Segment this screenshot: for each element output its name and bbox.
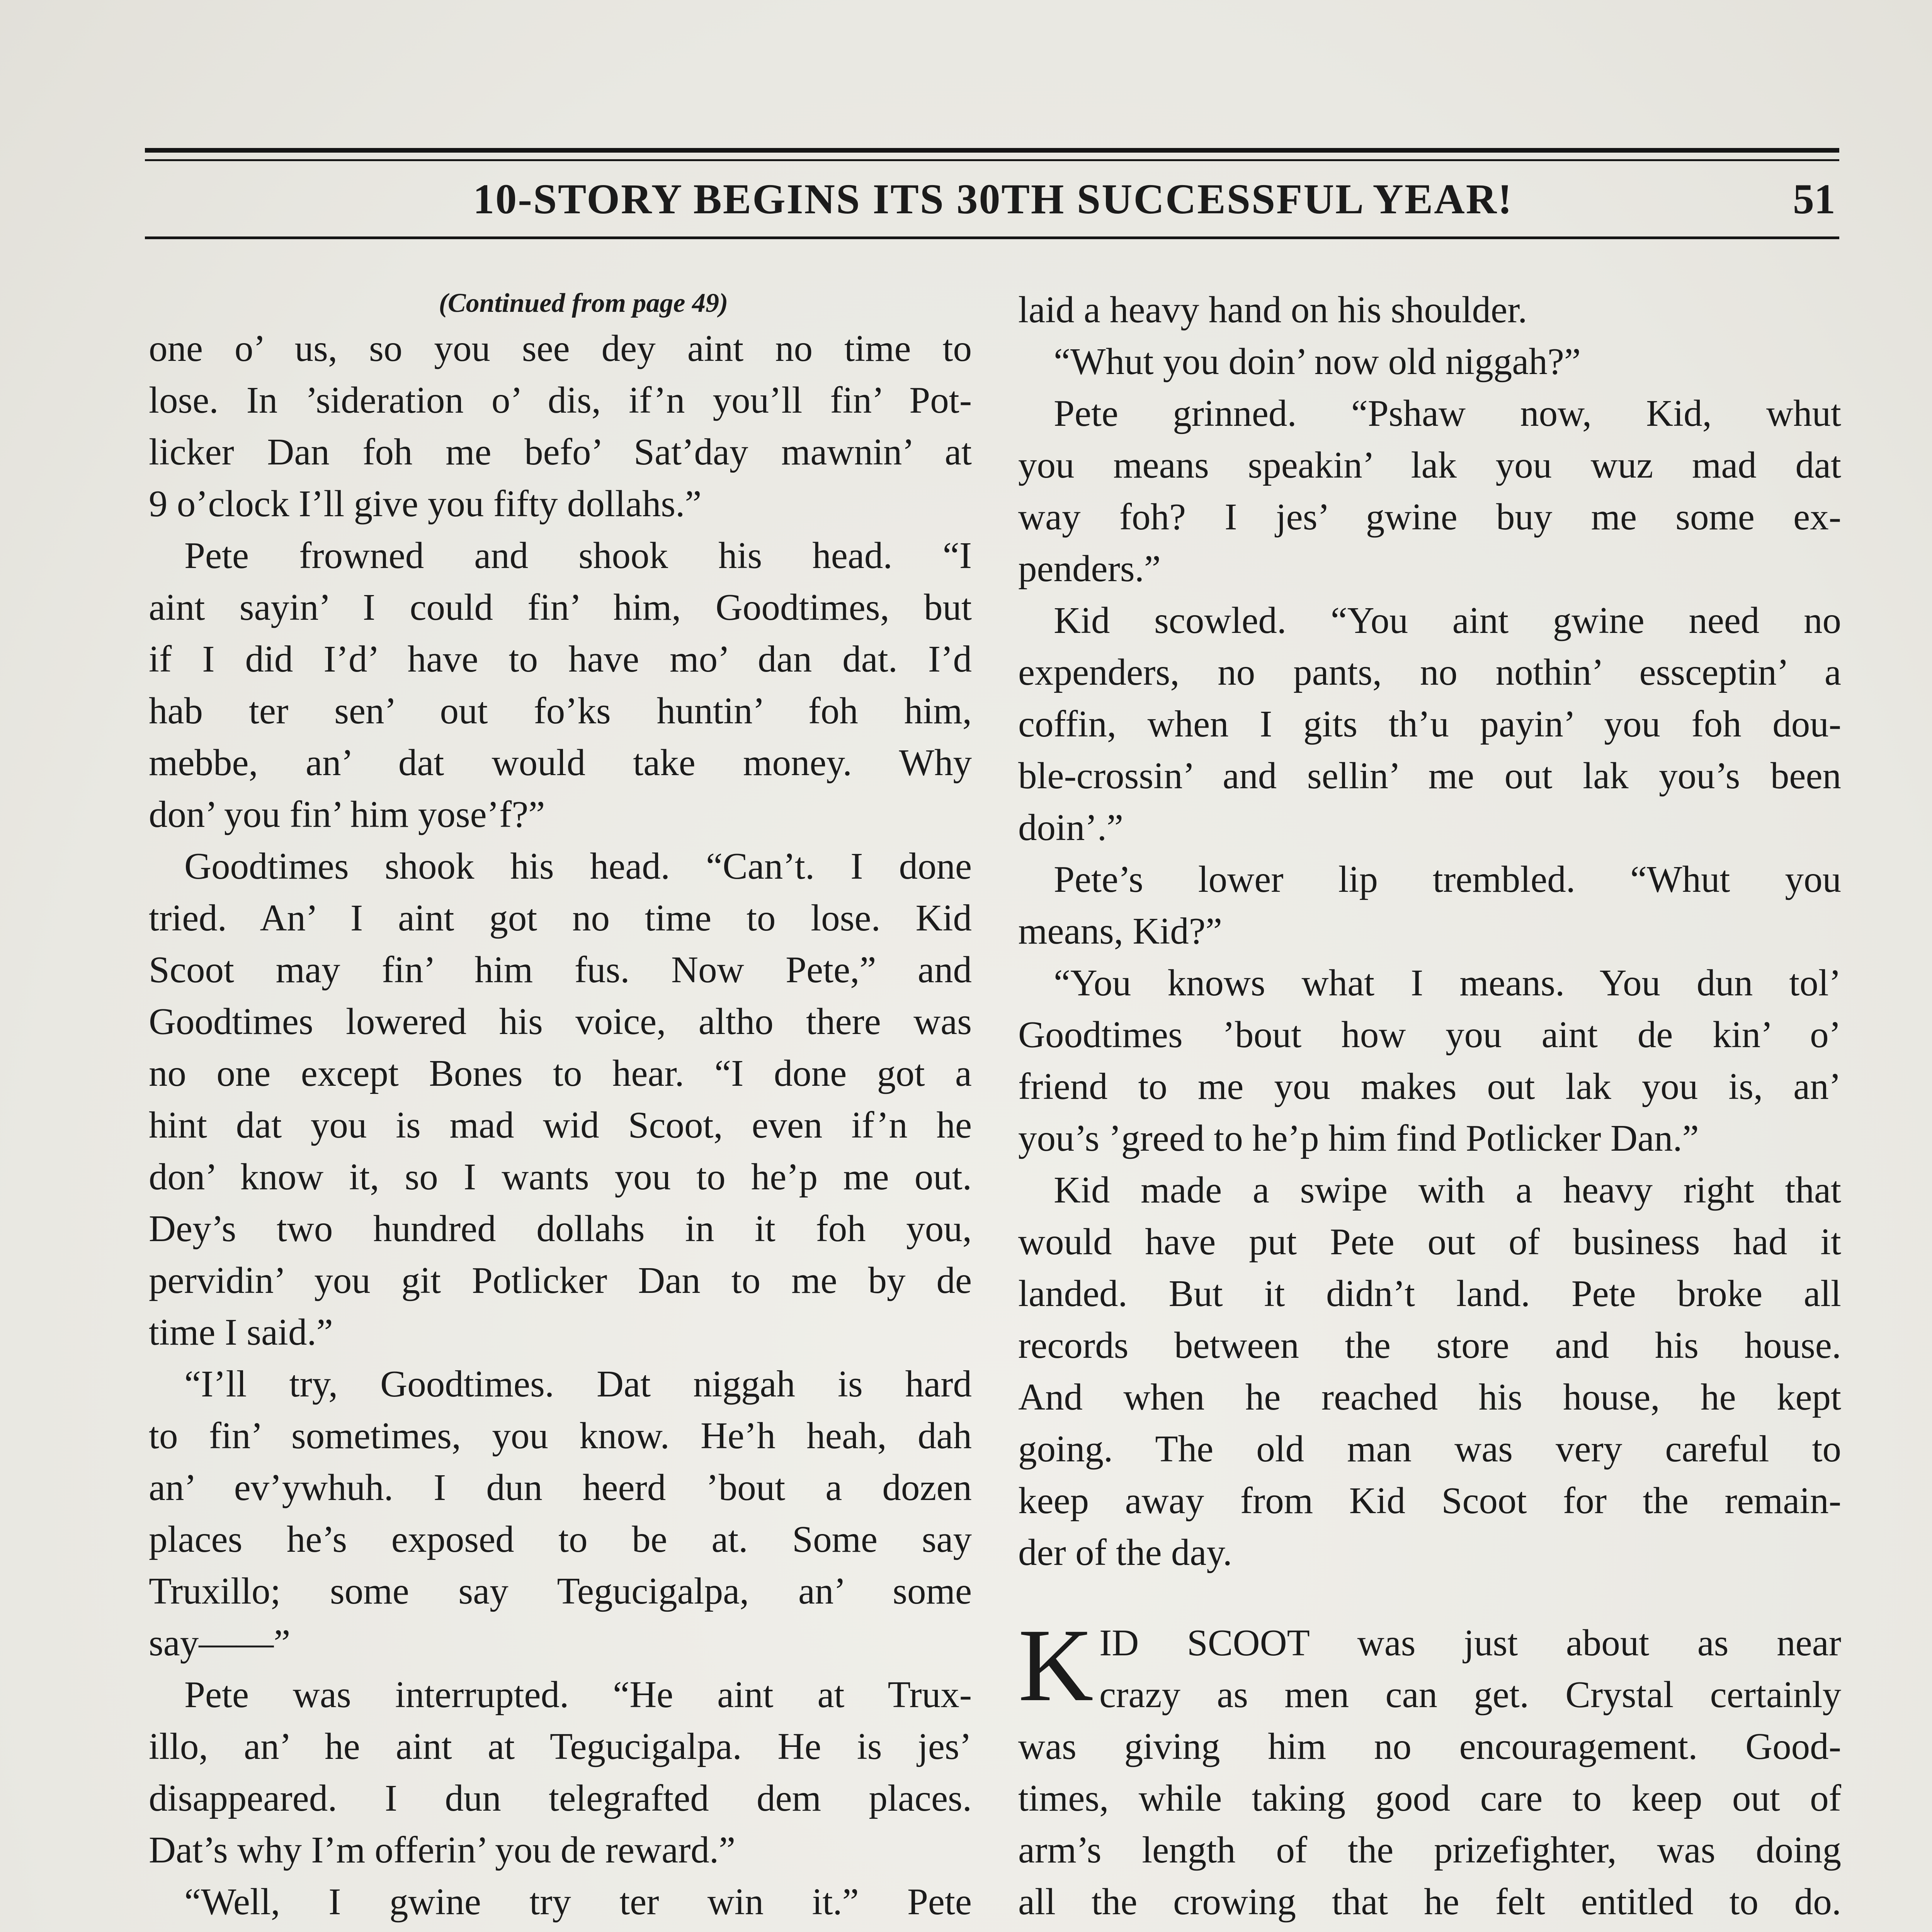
text-line: “Well, I gwine try ter win it.” Pete (184, 1881, 972, 1922)
text-line: time I said.” (149, 1311, 333, 1353)
text-line: no one except Bones to hear. “I done got a (149, 1053, 972, 1094)
text-line: aint sayin’ I could fin’ him, Goodtimes, but (149, 587, 972, 628)
page-number: 51 (1793, 175, 1835, 223)
text-line: going. The old man was very careful to (1018, 1428, 1841, 1469)
text-line: to fin’ sometimes, you know. He’h heah, dah (149, 1415, 972, 1456)
text-line: der of the day. (1018, 1532, 1232, 1573)
text-line (149, 1928, 972, 1932)
drop-cap: K (1018, 1607, 1094, 1723)
text-line: disappeared. I dun telegrafted dem places. (149, 1777, 972, 1819)
text-line: you’s ’greed to he’p him find Potlicker Dan.” (1018, 1117, 1699, 1159)
text-line: illo, an’ he aint at Tegucigalpa. He is jes’ (149, 1726, 972, 1767)
text-line: landed. But it didn’t land. Pete broke all (1018, 1273, 1841, 1314)
text-line: would have put Pete out of business had it (1018, 1221, 1841, 1262)
text-line: times, while taking good care to keep out of (1018, 1777, 1841, 1819)
text-line: doin’.” (1018, 807, 1124, 848)
text-line: hab ter sen’ out fo’ks huntin’ foh him, (149, 690, 972, 731)
drop-cap-paragraph (1018, 1607, 1841, 1723)
text-line: you means speakin’ lak you wuz mad dat (1018, 444, 1841, 486)
text-line: Scoot may fin’ him fus. Now Pete,” and (149, 949, 972, 990)
text-line: say——” (149, 1622, 291, 1663)
text-line: don’ you fin’ him yose’f?” (149, 794, 545, 835)
text-line: “I’ll try, Goodtimes. Dat niggah is hard (184, 1363, 972, 1405)
text-line: Dey’s two hundred dollahs in it foh you, (149, 1208, 972, 1249)
section-break (1018, 1578, 1841, 1617)
text-line: an’ ev’ywhuh. I dun heerd ’bout a dozen (149, 1467, 972, 1508)
text-line: pervidin’ you git Potlicker Dan to me by de (149, 1260, 972, 1301)
text-line: Pete’s lower lip trembled. “Whut you (1054, 859, 1841, 900)
text-line: “Whut you doin’ now old niggah?” (1054, 341, 1581, 382)
text-line: one o’ us, so you see dey aint no time to (149, 328, 972, 369)
text-line: places he’s exposed to be at. Some say (149, 1519, 972, 1560)
text-line: licker Dan foh me befo’ Sat’day mawnin’ at (149, 431, 972, 473)
text-line: friend to me you makes out lak you is, an’ (1018, 1066, 1841, 1107)
text-line: Truxillo; some say Tegucigalpa, an’ some (149, 1570, 972, 1612)
text-line: way foh? I jes’ gwine buy me some ex- (1018, 496, 1841, 537)
text-line: Kid made a swipe with a heavy right that (1054, 1169, 1841, 1211)
right-column (1018, 284, 1841, 1932)
text-line: Pete frowned and shook his head. “I (184, 535, 972, 576)
text-line: And when he reached his house, he kept (1018, 1376, 1841, 1418)
text-line: was giving him no encouragement. Good- (1018, 1726, 1841, 1767)
running-header-title: 10-STORY BEGINS ITS 30TH SUCCESSFUL YEAR! (473, 175, 1513, 223)
text-line: Dat’s why I’m offerin’ you de reward.” (149, 1829, 736, 1871)
text-line: Pete grinned. “Pshaw now, Kid, whut (1054, 393, 1841, 434)
text-line (1018, 1928, 1841, 1932)
text-line: Kid scowled. “You aint gwine need no (1054, 600, 1841, 641)
text-line: records between the store and his house. (1018, 1325, 1841, 1366)
text-line: Goodtimes lowered his voice, altho there was (149, 1001, 972, 1042)
text-line: means, Kid?” (1018, 910, 1222, 952)
text-line: Pete was interrupted. “He aint at Trux- (184, 1674, 972, 1715)
text-line: ID SCOOT was just about as near (1099, 1622, 1841, 1663)
text-line: don’ know it, so I wants you to he’p me out. (149, 1156, 972, 1197)
header-rule-thin (145, 159, 1839, 161)
text-line: Goodtimes shook his head. “Can’t. I done (184, 845, 972, 887)
text-line: if I did I’d’ have to have mo’ dan dat. I’d (149, 638, 972, 680)
text-line: tried. An’ I aint got no time to lose. Kid (149, 897, 972, 939)
text-line: crazy as men can get. Crystal certainly (1099, 1674, 1841, 1715)
text-line: arm’s length of the prizefighter, was doing (1018, 1829, 1841, 1871)
text-line: mebbe, an’ dat would take money. Why (149, 742, 972, 783)
header-rule-bottom (145, 236, 1839, 239)
text-line: 9 o’clock I’ll give you fifty dollahs.” (149, 483, 702, 524)
text-line: expenders, no pants, no nothin’ essceptin’ a (1018, 651, 1841, 693)
text-line: “You knows what I means. You dun tol’ (1054, 962, 1841, 1003)
text-line: ble-crossin’ and sellin’ me out lak you’s been (1018, 755, 1841, 796)
text-line: all the crowing that he felt entitled to do. (1018, 1881, 1841, 1922)
text-line: penders.” (1018, 548, 1161, 589)
text-line: coffin, when I gits th’u payin’ you foh dou- (1018, 703, 1841, 745)
text-line: lose. In ’sideration o’ dis, if’n you’ll fin’ Pot- (149, 379, 972, 421)
text-line: hint dat you is mad wid Scoot, even if’n he (149, 1104, 972, 1146)
left-column (149, 284, 972, 1932)
text-line: keep away from Kid Scoot for the remain- (1018, 1480, 1841, 1521)
text-line: Goodtimes ’bout how you aint de kin’ o’ (1018, 1014, 1841, 1055)
header-rule-thick (145, 148, 1839, 153)
continued-note: (Continued from page 49) (439, 288, 728, 318)
text-line: laid a heavy hand on his shoulder. (1018, 289, 1527, 330)
